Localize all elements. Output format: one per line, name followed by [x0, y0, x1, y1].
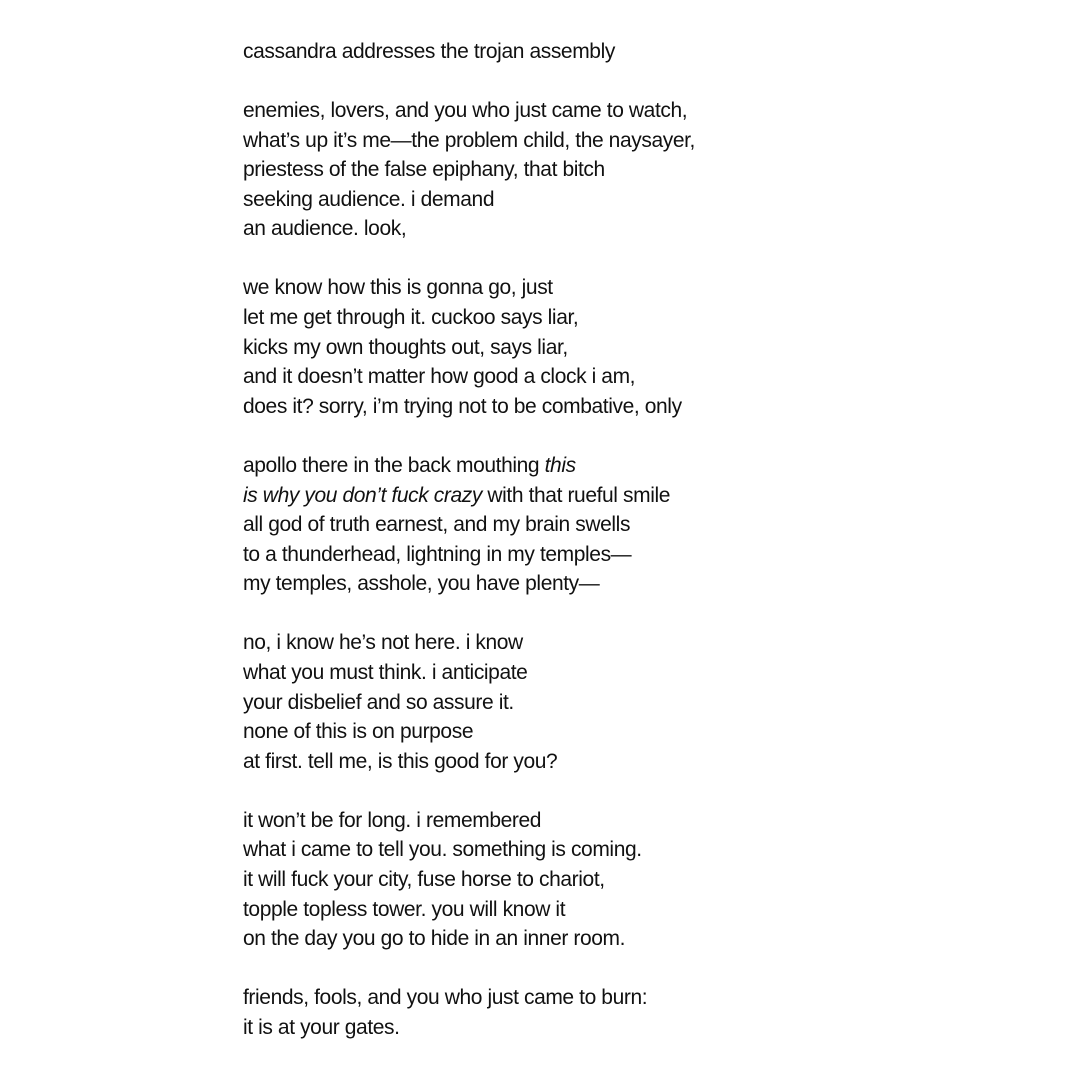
line-text: topple topless tower. you will know it [243, 897, 566, 921]
poem-body [243, 96, 1003, 1043]
poem-line [243, 924, 1003, 954]
stanza [243, 806, 1003, 954]
line-text: what you must think. i anticipate [243, 661, 528, 684]
line-text: on the day you go to hide in an inner room. [243, 927, 626, 951]
poem-line [243, 895, 1003, 925]
line-text: my temples, asshole, you have plenty— [243, 572, 600, 596]
poem-line [243, 717, 1003, 747]
italic-text: is why you don’t fuck crazy [243, 483, 482, 507]
poem-line [243, 983, 1003, 1013]
poem-line [243, 835, 1003, 865]
line-text: friends, fools, and you who just came to burn: [243, 986, 648, 1010]
poem-title: cassandra addresses the trojan assembly [243, 40, 615, 63]
poem-line [243, 451, 1003, 481]
poem-line [243, 1013, 1003, 1043]
line-text: what’s up it’s me—the problem child, the naysayer, [243, 128, 695, 152]
line-text: seeking audience. i demand [243, 187, 495, 211]
poem-line [243, 96, 1003, 126]
stanza [243, 273, 1003, 421]
line-text: what i came to tell you. something is coming. [243, 838, 642, 862]
line-text: it is at your gates. [243, 1015, 400, 1039]
line-text: apollo there in the back mouthing [243, 453, 545, 477]
line-text: no, i know he’s not here. i know [243, 631, 523, 655]
line-text: enemies, lovers, and you who just came to watch, [243, 99, 688, 122]
line-text: kicks my own thoughts out, says liar, [243, 335, 568, 359]
poem-line [243, 392, 1003, 422]
poem-line [243, 658, 1003, 688]
line-text: priestess of the false epiphany, that bitch [243, 158, 605, 182]
line-text: we know how this is gonna go, just [243, 276, 553, 300]
poem-line [243, 126, 1003, 156]
line-text: all god of truth earnest, and my brain swells [243, 513, 631, 537]
poem-line [243, 628, 1003, 658]
line-text: an audience. look, [243, 217, 407, 241]
poem-line [243, 569, 1003, 599]
poem-line [243, 747, 1003, 777]
poem-line [243, 865, 1003, 895]
line-text: at first. tell me, is this good for you? [243, 749, 558, 773]
italic-text: this [544, 453, 576, 477]
stanza [243, 451, 1003, 599]
poem-line [243, 481, 1003, 511]
poem-line [243, 540, 1003, 570]
poem-line [243, 185, 1003, 215]
line-text: none of this is on purpose [243, 720, 474, 744]
line-text: to a thunderhead, lightning in my temples— [243, 542, 632, 566]
stanza [243, 628, 1003, 776]
line-text: let me get through it. cuckoo says liar, [243, 306, 579, 330]
poem-line [243, 806, 1003, 836]
poem-line [243, 303, 1003, 333]
line-text: with that rueful smile [481, 483, 671, 507]
stanza [243, 96, 1003, 244]
line-text: does it? sorry, i’m trying not to be combative, only [243, 394, 682, 418]
poem-line [243, 688, 1003, 718]
line-text: and it doesn’t matter how good a clock i am, [243, 365, 636, 389]
poem-line [243, 273, 1003, 303]
line-text: your disbelief and so assure it. [243, 690, 514, 714]
stanza [243, 983, 1003, 1042]
poem-line [243, 362, 1003, 392]
line-text: it will fuck your city, fuse horse to chariot, [243, 868, 605, 892]
poem-line [243, 333, 1003, 363]
line-text: it won’t be for long. i remembered [243, 808, 542, 832]
poem [243, 37, 1003, 1072]
poem-line [243, 510, 1003, 540]
poem-line [243, 214, 1003, 244]
poem-line [243, 155, 1003, 185]
